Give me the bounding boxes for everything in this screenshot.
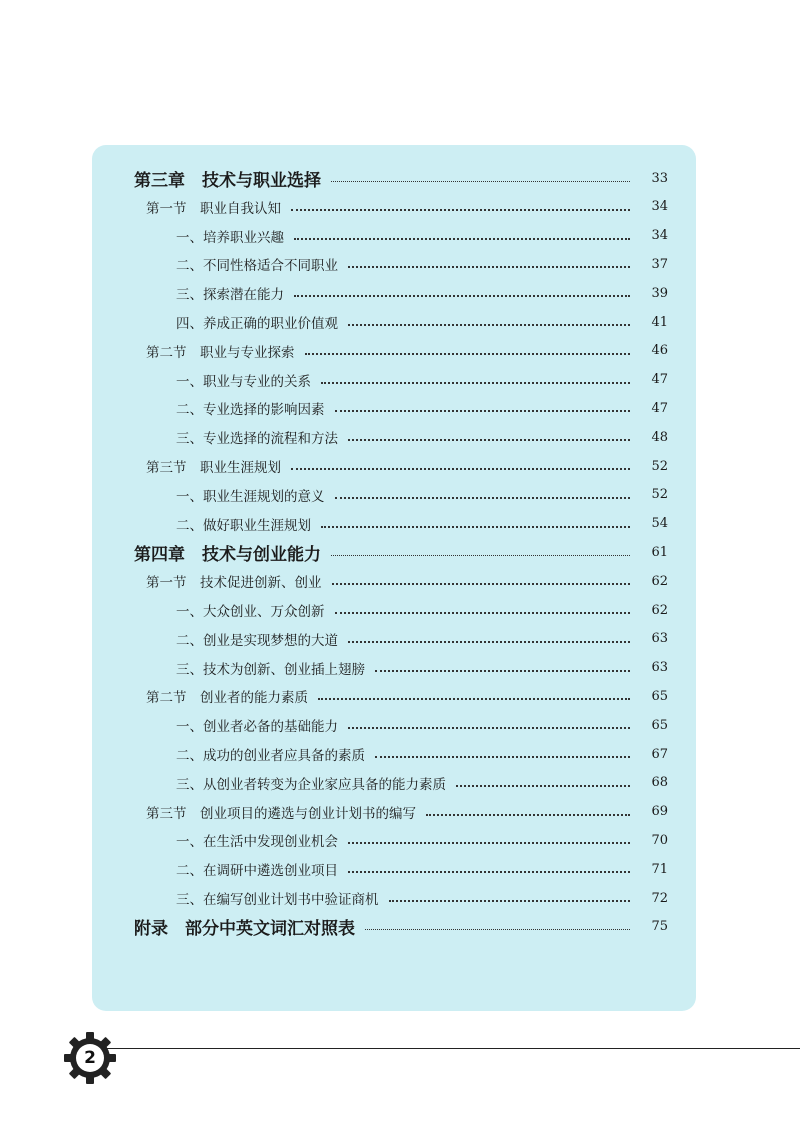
toc-entry-title: 第四章 技术与创业能力 — [134, 544, 321, 565]
toc-entry-item[interactable] — [92, 308, 696, 336]
toc-entry-item[interactable] — [92, 711, 696, 739]
toc-entry-title: 第一节 职业自我认知 — [146, 200, 281, 217]
toc-entry-chapter[interactable] — [92, 538, 696, 566]
dot-leader — [294, 238, 630, 240]
toc-entry-page: 69 — [651, 804, 668, 820]
dot-leader — [332, 583, 631, 585]
toc-entry-page: 34 — [651, 199, 668, 215]
dot-leader — [294, 295, 630, 297]
dot-leader — [348, 641, 630, 643]
dot-leader — [318, 698, 630, 700]
dot-leader — [335, 612, 631, 614]
toc-entry-page: 47 — [651, 372, 668, 388]
toc-entry-item[interactable] — [92, 740, 696, 768]
toc-entry-page: 63 — [651, 631, 668, 647]
toc-entry-page: 46 — [651, 343, 668, 359]
dot-leader — [335, 497, 631, 499]
toc-entry-title: 二、成功的创业者应具备的素质 — [176, 748, 365, 764]
toc-entry-item[interactable] — [92, 366, 696, 394]
toc-entry-section[interactable] — [92, 682, 696, 710]
toc-entry-section[interactable] — [92, 193, 696, 221]
toc-entry-page: 37 — [651, 256, 668, 272]
toc-entry-title: 一、大众创业、万众创新 — [176, 604, 325, 620]
toc-entry-item[interactable] — [92, 769, 696, 797]
toc-entry-page: 62 — [651, 602, 668, 618]
toc-entry-chapter[interactable] — [92, 164, 696, 192]
toc-entry-page: 75 — [651, 919, 668, 935]
toc-entry-title: 第二节 职业与专业探索 — [146, 344, 295, 361]
toc-entry-chapter[interactable] — [92, 913, 696, 941]
toc-entry-title: 第三章 技术与职业选择 — [134, 170, 321, 191]
dot-leader — [291, 209, 630, 211]
toc-entry-title: 三、在编写创业计划书中验证商机 — [176, 892, 379, 908]
dot-leader — [365, 929, 630, 930]
toc-entry-item[interactable] — [92, 481, 696, 509]
dot-leader — [335, 410, 631, 412]
toc-entry-page: 68 — [651, 775, 668, 791]
toc-entry-title: 二、专业选择的影响因素 — [176, 402, 325, 419]
toc-entry-title: 第三节 职业生涯规划 — [146, 460, 281, 476]
dot-leader — [331, 555, 630, 556]
toc-entry-title: 二、做好职业生涯规划 — [176, 517, 311, 534]
toc-entry-page: 72 — [651, 890, 668, 906]
dot-leader — [321, 526, 630, 528]
dot-leader — [348, 324, 630, 326]
toc-entry-title: 一、职业与专业的关系 — [176, 373, 311, 390]
page-number: 2 — [84, 1048, 96, 1068]
toc-entry-page: 70 — [651, 832, 668, 848]
toc-entry-page: 62 — [651, 573, 668, 589]
toc-entry-title: 三、从创业者转变为企业家应具备的能力素质 — [176, 776, 446, 793]
dot-leader — [375, 670, 630, 672]
toc-panel — [92, 145, 696, 1011]
toc-entry-page: 65 — [651, 688, 668, 704]
toc-entry-title: 三、专业选择的流程和方法 — [176, 431, 338, 448]
dot-leader — [375, 756, 630, 758]
toc-entry-item[interactable] — [92, 884, 696, 912]
dot-leader — [321, 382, 630, 384]
dot-leader — [389, 900, 631, 902]
toc-entry-title: 二、在调研中遴选创业项目 — [176, 863, 338, 880]
toc-entry-page: 47 — [651, 400, 668, 416]
footer-rule — [100, 1048, 800, 1049]
dot-leader — [348, 842, 630, 844]
toc-entry-page: 63 — [651, 660, 668, 676]
toc-entry-item[interactable] — [92, 855, 696, 883]
toc-entry-page: 65 — [651, 717, 668, 733]
toc-entry-title: 二、创业是实现梦想的大道 — [176, 632, 338, 649]
dot-leader — [426, 814, 630, 816]
toc-entry-title: 三、技术为创新、创业插上翅膀 — [176, 661, 365, 678]
toc-entry-section[interactable] — [92, 567, 696, 595]
toc-entry-title: 二、不同性格适合不同职业 — [176, 258, 338, 275]
toc-entry-page: 71 — [651, 861, 668, 877]
dot-leader — [305, 353, 631, 355]
toc-entry-title: 一、在生活中发现创业机会 — [176, 834, 338, 851]
toc-entry-title: 附录 部分中英文词汇对照表 — [134, 919, 355, 940]
toc-entry-page: 61 — [651, 544, 668, 560]
toc-entry-title: 四、养成正确的职业价值观 — [176, 316, 338, 332]
toc-entry-title: 一、创业者必备的基础能力 — [176, 719, 338, 736]
toc-entry-page: 67 — [651, 746, 668, 762]
toc-entry-page: 33 — [651, 170, 668, 186]
toc-entry-item[interactable] — [92, 423, 696, 451]
toc-entry-title: 第一节 技术促进创新、创业 — [146, 575, 322, 592]
toc-entry-item[interactable] — [92, 394, 696, 422]
toc-entry-title: 第三节 创业项目的遴选与创业计划书的编写 — [146, 805, 416, 822]
toc-entry-section[interactable] — [92, 798, 696, 826]
toc-entry-page: 34 — [651, 228, 668, 244]
toc-entry-item[interactable] — [92, 654, 696, 682]
dot-leader — [331, 181, 630, 182]
toc-entry-section[interactable] — [92, 452, 696, 480]
dot-leader — [291, 468, 630, 470]
toc-entry-item[interactable] — [92, 596, 696, 624]
toc-entry-item[interactable] — [92, 250, 696, 278]
toc-entry-page: 54 — [651, 516, 668, 532]
toc-entry-item[interactable] — [92, 625, 696, 653]
toc-entry-item[interactable] — [92, 279, 696, 307]
dot-leader — [456, 785, 630, 787]
dot-leader — [348, 439, 630, 441]
toc-entry-page: 48 — [651, 429, 668, 445]
toc-entry-page: 41 — [651, 314, 668, 330]
toc-entry-title: 三、探索潜在能力 — [176, 287, 284, 304]
dot-leader — [348, 266, 630, 268]
toc-entry-item[interactable] — [92, 510, 696, 538]
dot-leader — [348, 871, 630, 873]
toc-entry-title: 一、职业生涯规划的意义 — [176, 488, 325, 505]
toc-entry-page: 52 — [651, 487, 668, 503]
toc-entry-page: 52 — [651, 458, 668, 474]
toc-entry-page: 39 — [651, 285, 668, 301]
dot-leader — [348, 727, 630, 729]
toc-entry-item[interactable] — [92, 826, 696, 854]
toc-entry-title: 第二节 创业者的能力素质 — [146, 690, 308, 707]
toc-entry-item[interactable] — [92, 222, 696, 250]
toc-entry-section[interactable] — [92, 337, 696, 365]
toc-entry-title: 一、培养职业兴趣 — [176, 229, 284, 246]
